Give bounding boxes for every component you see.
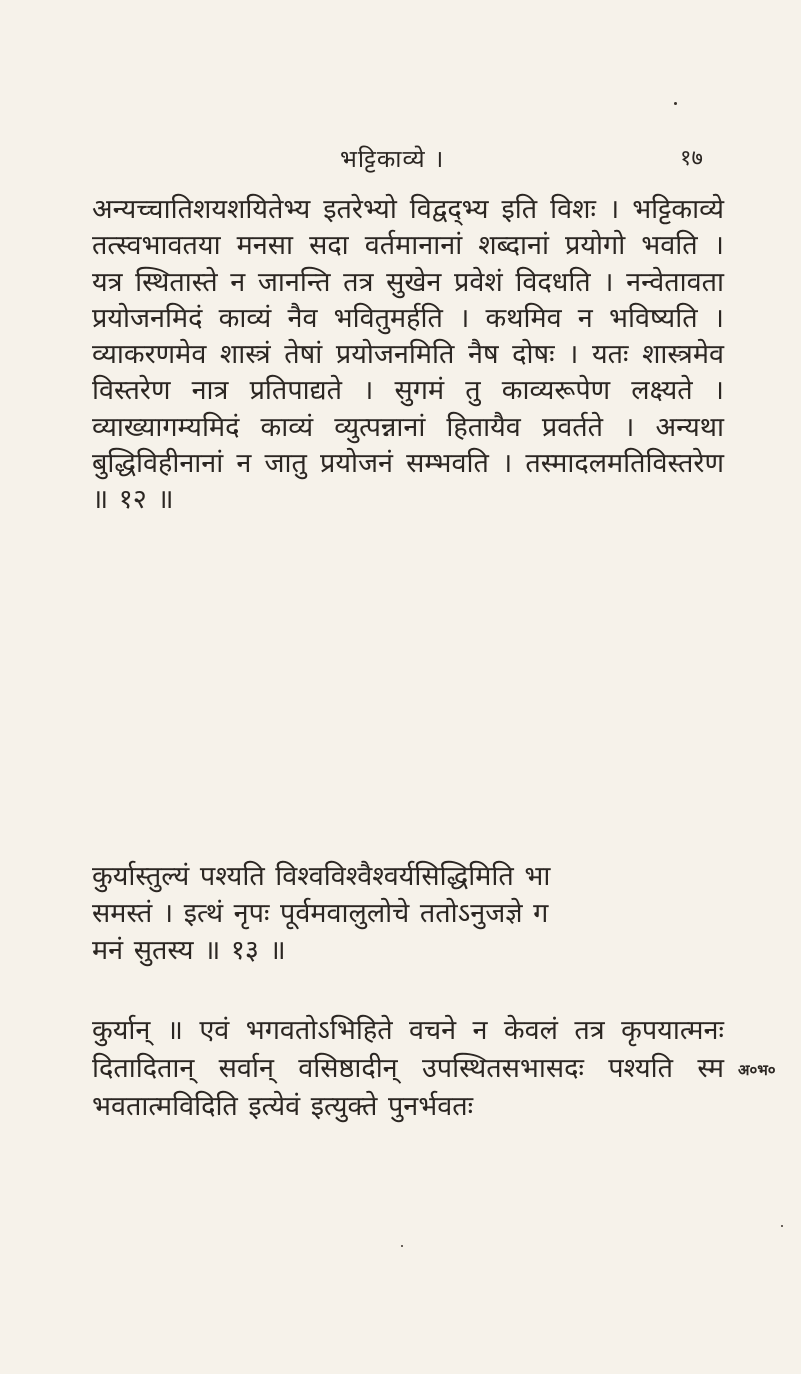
running-head [0, 142, 801, 176]
verse-block [92, 858, 724, 978]
margin-signature: अ०भ० [738, 1061, 776, 1079]
commentary-paragraph: कुर्यान् ॥ एवं भगवतोऽभिहिते वचने न केवलं तत्र कृपयात्मनः दितादितान् सर्वान् वसिष्ठादीन् उपस्थितसभासदः पश्यति स्म भवतात्मविदिति इत्येवं इत्युक्ते पुनर्भवतः [92, 1015, 724, 1122]
page-number: १७ [680, 146, 703, 171]
verse-line: समस्तं । इत्थं नृपः पूर्वमवालुलोचे ततोऽनुजज्ञे ग [92, 898, 549, 929]
verse-line: कुर्यास्तुल्यं पश्यति विश्वविश्वैश्वर्यसिद्धिमिति भा [92, 861, 551, 892]
running-title: भट्टिकाव्ये । [340, 145, 445, 173]
paper-speck [401, 1245, 403, 1247]
commentary-paragraph: अन्यच्चातिशयशयितेभ्य इतरेभ्यो विद्वद्भ्य इति विशः । भट्टिकाव्ये तत्स्वभावतया मनसा सदा वर्तमानानां शब्दानां प्रयोगो भवति । यत्र स्थितास्ते न जानन्ति तत्र सुखेन प्रवेशं विदधति । नन्वेतावता प्रयोजनमिदं काव्यं नैव भवितुमर्हति । कथमिव न भविष्यति । व्याकरणमेव शास्त्रं तेषां प्रयोजनमिति नैष दोषः । यतः शास्त्रमेव विस्तरेण नात्र प्रतिपाद्यते । सुगमं तु काव्यरूपेण लक्ष्यते । व्याख्यागम्यमिदं काव्यं व्युत्पन्नानां हितायैव प्रवर्तते । अन्यथा बुद्धिविहीनानां न जातु प्रयोजनं सम्भवति । तस्मादलमतिविस्तरेण ॥ १२ ॥ [92, 194, 724, 516]
paper-speck [674, 102, 677, 105]
verse-line: मनं सुतस्य ॥ १३ ॥ [92, 935, 286, 966]
paper-speck [781, 1225, 783, 1227]
